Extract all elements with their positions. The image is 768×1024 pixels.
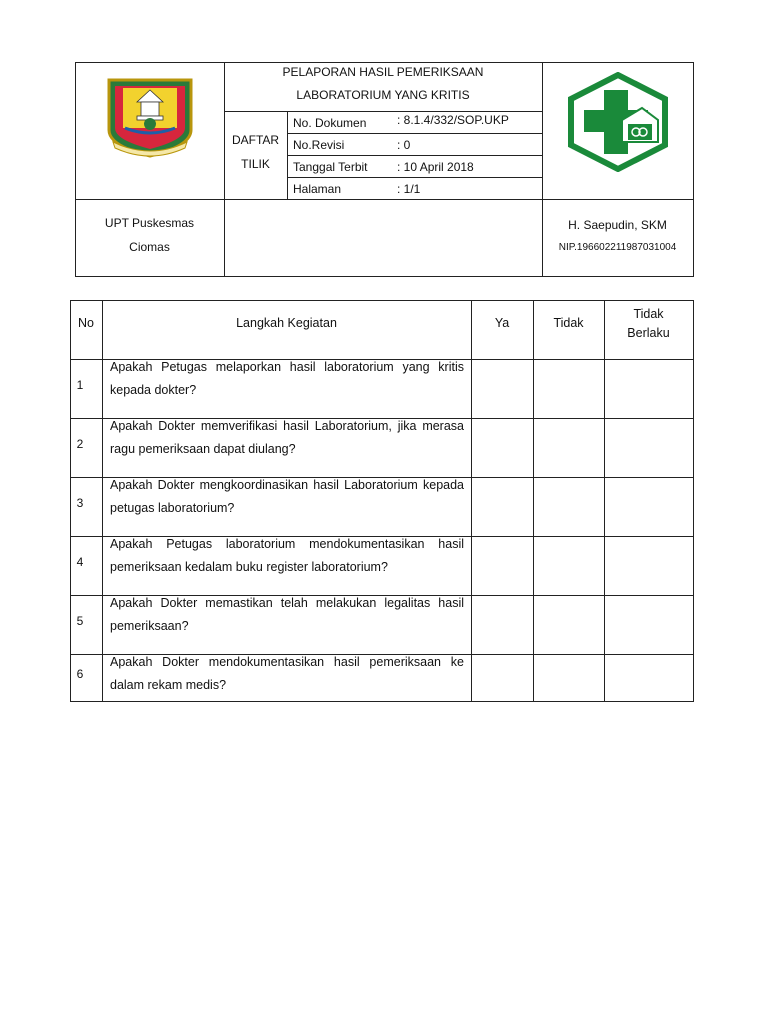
answer-cell-no[interactable] bbox=[534, 596, 604, 654]
row-activity-text: Apakah Dokter memastikan telah melakukan legalitas hasil pemeriksaan? bbox=[110, 596, 464, 633]
answer-cell-not-applicable[interactable] bbox=[605, 537, 693, 595]
answer-cell-not-applicable[interactable] bbox=[605, 360, 693, 418]
row-activity-text: Apakah Dokter mendokumentasikan hasil pemeriksaan ke dalam rekam medis? bbox=[110, 655, 464, 692]
row-number: 6 bbox=[76, 667, 84, 681]
signer-nip: NIP.196602211987031004 bbox=[558, 242, 677, 253]
meta-value-page: : 1/1 bbox=[397, 182, 421, 196]
answer-cell-yes[interactable] bbox=[472, 537, 533, 595]
institution-name-line2: Ciomas bbox=[129, 240, 170, 254]
institution-name-line1: UPT Puskesmas bbox=[104, 216, 195, 230]
meta-label-page: Halaman bbox=[293, 182, 342, 196]
answer-cell-yes[interactable] bbox=[472, 419, 533, 477]
puskesmas-logo-icon bbox=[566, 72, 670, 172]
answer-cell-yes[interactable] bbox=[472, 596, 533, 654]
document-title-line2: LABORATORIUM YANG KRITIS bbox=[296, 88, 470, 102]
meta-label-revision: No.Revisi bbox=[293, 138, 345, 152]
row-activity-text: Apakah Dokter mengkoordinasikan hasil Laboratorium kepada petugas laboratorium? bbox=[110, 478, 464, 515]
regional-government-emblem-icon bbox=[103, 76, 197, 160]
meta-value-revision: : 0 bbox=[397, 138, 411, 152]
row-number: 1 bbox=[76, 378, 84, 392]
answer-cell-no[interactable] bbox=[534, 419, 604, 477]
row-number: 4 bbox=[76, 555, 84, 569]
answer-cell-no[interactable] bbox=[534, 537, 604, 595]
answer-cell-no[interactable] bbox=[534, 478, 604, 536]
document-type-line1: DAFTAR bbox=[231, 133, 280, 147]
column-header-yes: Ya bbox=[494, 316, 510, 330]
column-header-no: No bbox=[78, 316, 94, 330]
answer-cell-no[interactable] bbox=[534, 655, 604, 701]
meta-value-document-number: : 8.1.4/332/SOP.UKP bbox=[397, 113, 509, 127]
answer-cell-yes[interactable] bbox=[472, 655, 533, 701]
answer-cell-not-applicable[interactable] bbox=[605, 419, 693, 477]
answer-cell-not-applicable[interactable] bbox=[605, 596, 693, 654]
answer-cell-yes[interactable] bbox=[472, 478, 533, 536]
answer-cell-not-applicable[interactable] bbox=[605, 655, 693, 701]
row-number: 3 bbox=[76, 496, 84, 510]
answer-cell-not-applicable[interactable] bbox=[605, 478, 693, 536]
answer-cell-no[interactable] bbox=[534, 360, 604, 418]
column-header-activity: Langkah Kegiatan bbox=[236, 316, 337, 330]
document-type-line2: TILIK bbox=[241, 157, 270, 171]
meta-label-document-number: No. Dokumen bbox=[293, 116, 367, 130]
signer-name: H. Saepudin, SKM bbox=[568, 218, 667, 232]
meta-label-issue-date: Tanggal Terbit bbox=[293, 160, 368, 174]
row-number: 2 bbox=[76, 437, 84, 451]
answer-cell-yes[interactable] bbox=[472, 360, 533, 418]
column-header-no-answer: Tidak bbox=[553, 316, 584, 330]
column-header-not-applicable-line2: Berlaku bbox=[627, 326, 670, 340]
meta-value-issue-date: : 10 April 2018 bbox=[397, 160, 474, 174]
row-activity-text: Apakah Dokter memverifikasi hasil Laboratorium, jika merasa ragu pemeriksaan dapat diulang? bbox=[110, 419, 464, 456]
document-title-line1: PELAPORAN HASIL PEMERIKSAAN bbox=[282, 65, 484, 79]
column-header-not-applicable-line1: Tidak bbox=[633, 307, 664, 321]
row-number: 5 bbox=[76, 614, 84, 628]
row-activity-text: Apakah Petugas laboratorium mendokumentasikan hasil pemeriksaan kedalam buku register laboratorium? bbox=[110, 537, 464, 574]
row-activity-text: Apakah Petugas melaporkan hasil laboratorium yang kritis kepada dokter? bbox=[110, 360, 464, 397]
